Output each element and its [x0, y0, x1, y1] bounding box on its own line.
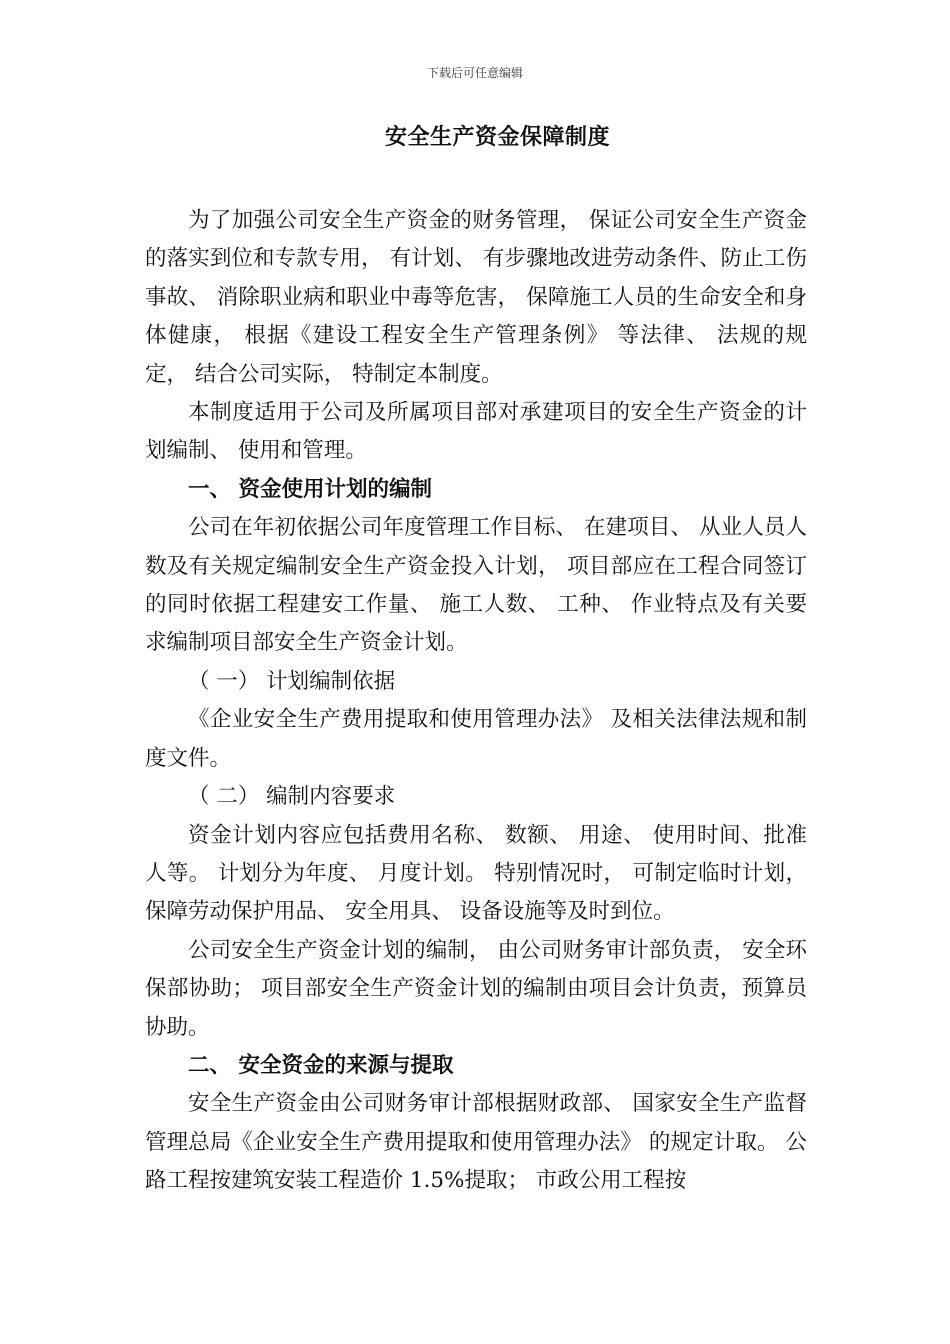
paragraph-plan-compilation: 公司在年初依据公司年度管理工作目标、 在建项目、 从业人员人数及有关规定编制安全生产资金投入计划， 项目部应在工程合同签订的同时依据工程建安工作量、 施工人数、 工种、 作业特点及有关要求编制项目部安全生产资金计划。 — [145, 515, 807, 656]
fund-source-rate: 1.5% — [409, 1168, 465, 1194]
paragraph-content-requirements: 资金计划内容应包括费用名称、 数额、 用途、 使用时间、批准人等。 计划分为年度、 月度计划。 特别情况时， 可制定临时计划， 保障劳动保护用品、 安全用具、 设备设施等及时到位。 — [145, 822, 807, 925]
section-heading-2: 二、 安全资金的来源与提取 — [188, 1052, 454, 1078]
subheading-content-requirements: （ 二） 编制内容要求 — [188, 784, 396, 810]
subheading-plan-basis: （ 一） 计划编制依据 — [188, 668, 396, 694]
paragraph-fund-source — [145, 1085, 807, 1200]
document-body — [145, 202, 807, 1201]
paragraph-responsibility: 公司安全生产资金计划的编制， 由公司财务审计部负责， 安全环保部协助； 项目部安全生产资金计划的编制由项目会计负责，预算员协助。 — [145, 937, 807, 1040]
header-note: 下载后可任意编辑 — [426, 66, 523, 80]
paragraph-plan-basis: 《企业安全生产费用提取和使用管理办法》 及相关法律法规和制度文件。 — [145, 707, 807, 771]
fund-source-text-b: 提取； 市政公用工程按 — [464, 1168, 687, 1194]
paragraph-scope: 本制度适用于公司及所属项目部对承建项目的安全生产资金的计划编制、 使用和管理。 — [145, 400, 807, 464]
fund-source-text-a: 安全生产资金由公司财务审计部根据财政部、 国家安全生产监督管理总局《企业安全生产费用提取和使用管理办法》 的规定计取。 公路工程按建筑安装工程造价 — [145, 1091, 807, 1194]
paragraph-purpose: 为了加强公司安全生产资金的财务管理， 保证公司安全生产资金的落实到位和专款专用， 有计划、 有步骤地改进劳动条件、防止工伤事故、 消除职业病和职业中毒等危害， 保障施工人员的生命安全和身体健康， 根据《建设工程安全生产管理条例》 等法律、 法规的规定， 结合公司实际， 特制定本制度。 — [145, 208, 807, 387]
section-heading-1: 一、 资金使用计划的编制 — [188, 476, 432, 502]
document-title: 安全生产资金保障制度 — [384, 125, 610, 150]
